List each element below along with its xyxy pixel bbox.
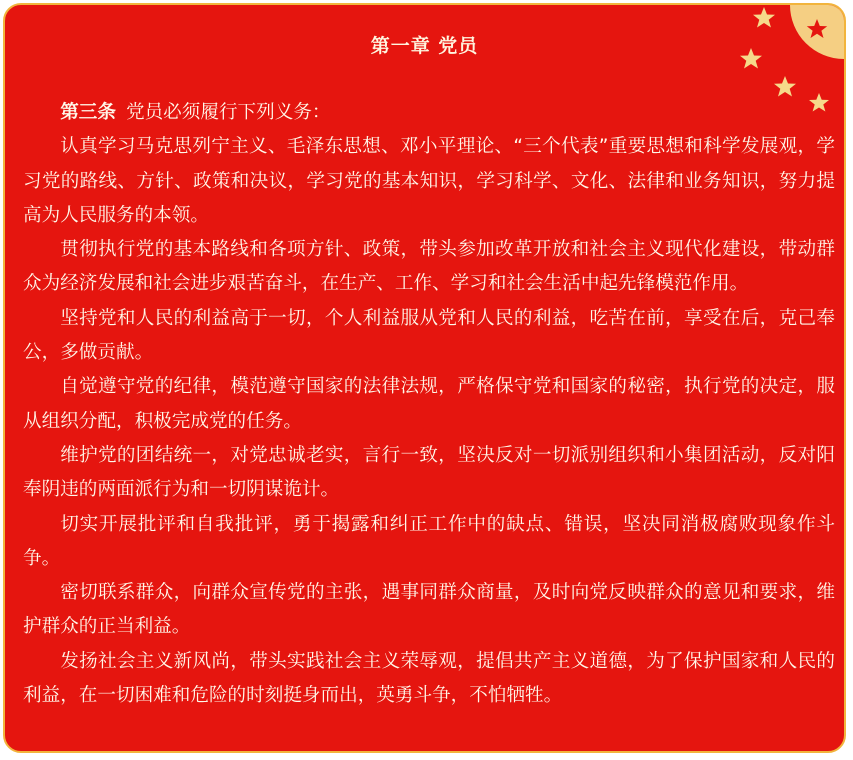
duty-paragraph: 认真学习马克思列宁主义、毛泽东思想、邓小平理论、“三个代表”重要思想和科学发展观，学习党的路线、方针、政策和决议，学习党的基本知识，学习科学、文化、法律和业务知识，努力提高为人民服务的本领。 [23, 136, 835, 226]
star-icon [753, 7, 775, 28]
duty-paragraph: 自觉遵守党的纪律，模范遵守国家的法律法规，严格保守党和国家的秘密，执行党的决定，服从组织分配，积极完成党的任务。 [23, 376, 835, 432]
chapter-title: 第一章 党员 [370, 35, 479, 57]
duty-paragraph: 维护党的团结统一，对党忠诚老实，言行一致，坚决反对一切派别组织和小集团活动，反对阳奉阴违的两面派行为和一切阴谋诡计。 [23, 444, 835, 501]
article-body [23, 96, 835, 713]
duty-paragraph: 切实开展批评和自我批评，勇于揭露和纠正工作中的缺点、错误，坚决同消极腐败现象作斗争。 [23, 513, 835, 569]
article-number: 第三条 [60, 102, 116, 123]
duty-paragraph: 发扬社会主义新风尚，带头实践社会主义荣辱观，提倡共产主义道德，为了保护国家和人民的利益，在一切困难和危险的时刻挺身而出，英勇斗争，不怕牺牲。 [23, 650, 835, 707]
article-intro: 党员必须履行下列义务： [125, 102, 331, 123]
duty-paragraph: 密切联系群众，向群众宣传党的主张，遇事同群众商量，及时向党反映群众的意见和要求，维护群众的正当利益。 [23, 582, 835, 638]
duty-paragraph: 贯彻执行党的基本路线和各项方针、政策，带头参加改革开放和社会主义现代化建设，带动群众为经济发展和社会进步艰苦奋斗，在生产、工作、学习和社会生活中起先锋模范作用。 [23, 239, 835, 295]
star-icon [774, 76, 796, 97]
duty-paragraph: 坚持党和人民的利益高于一切，个人利益服从党和人民的利益，吃苦在前，享受在后，克己奉公，多做贡献。 [23, 307, 835, 364]
document-card [3, 3, 846, 753]
article-heading [23, 96, 835, 130]
